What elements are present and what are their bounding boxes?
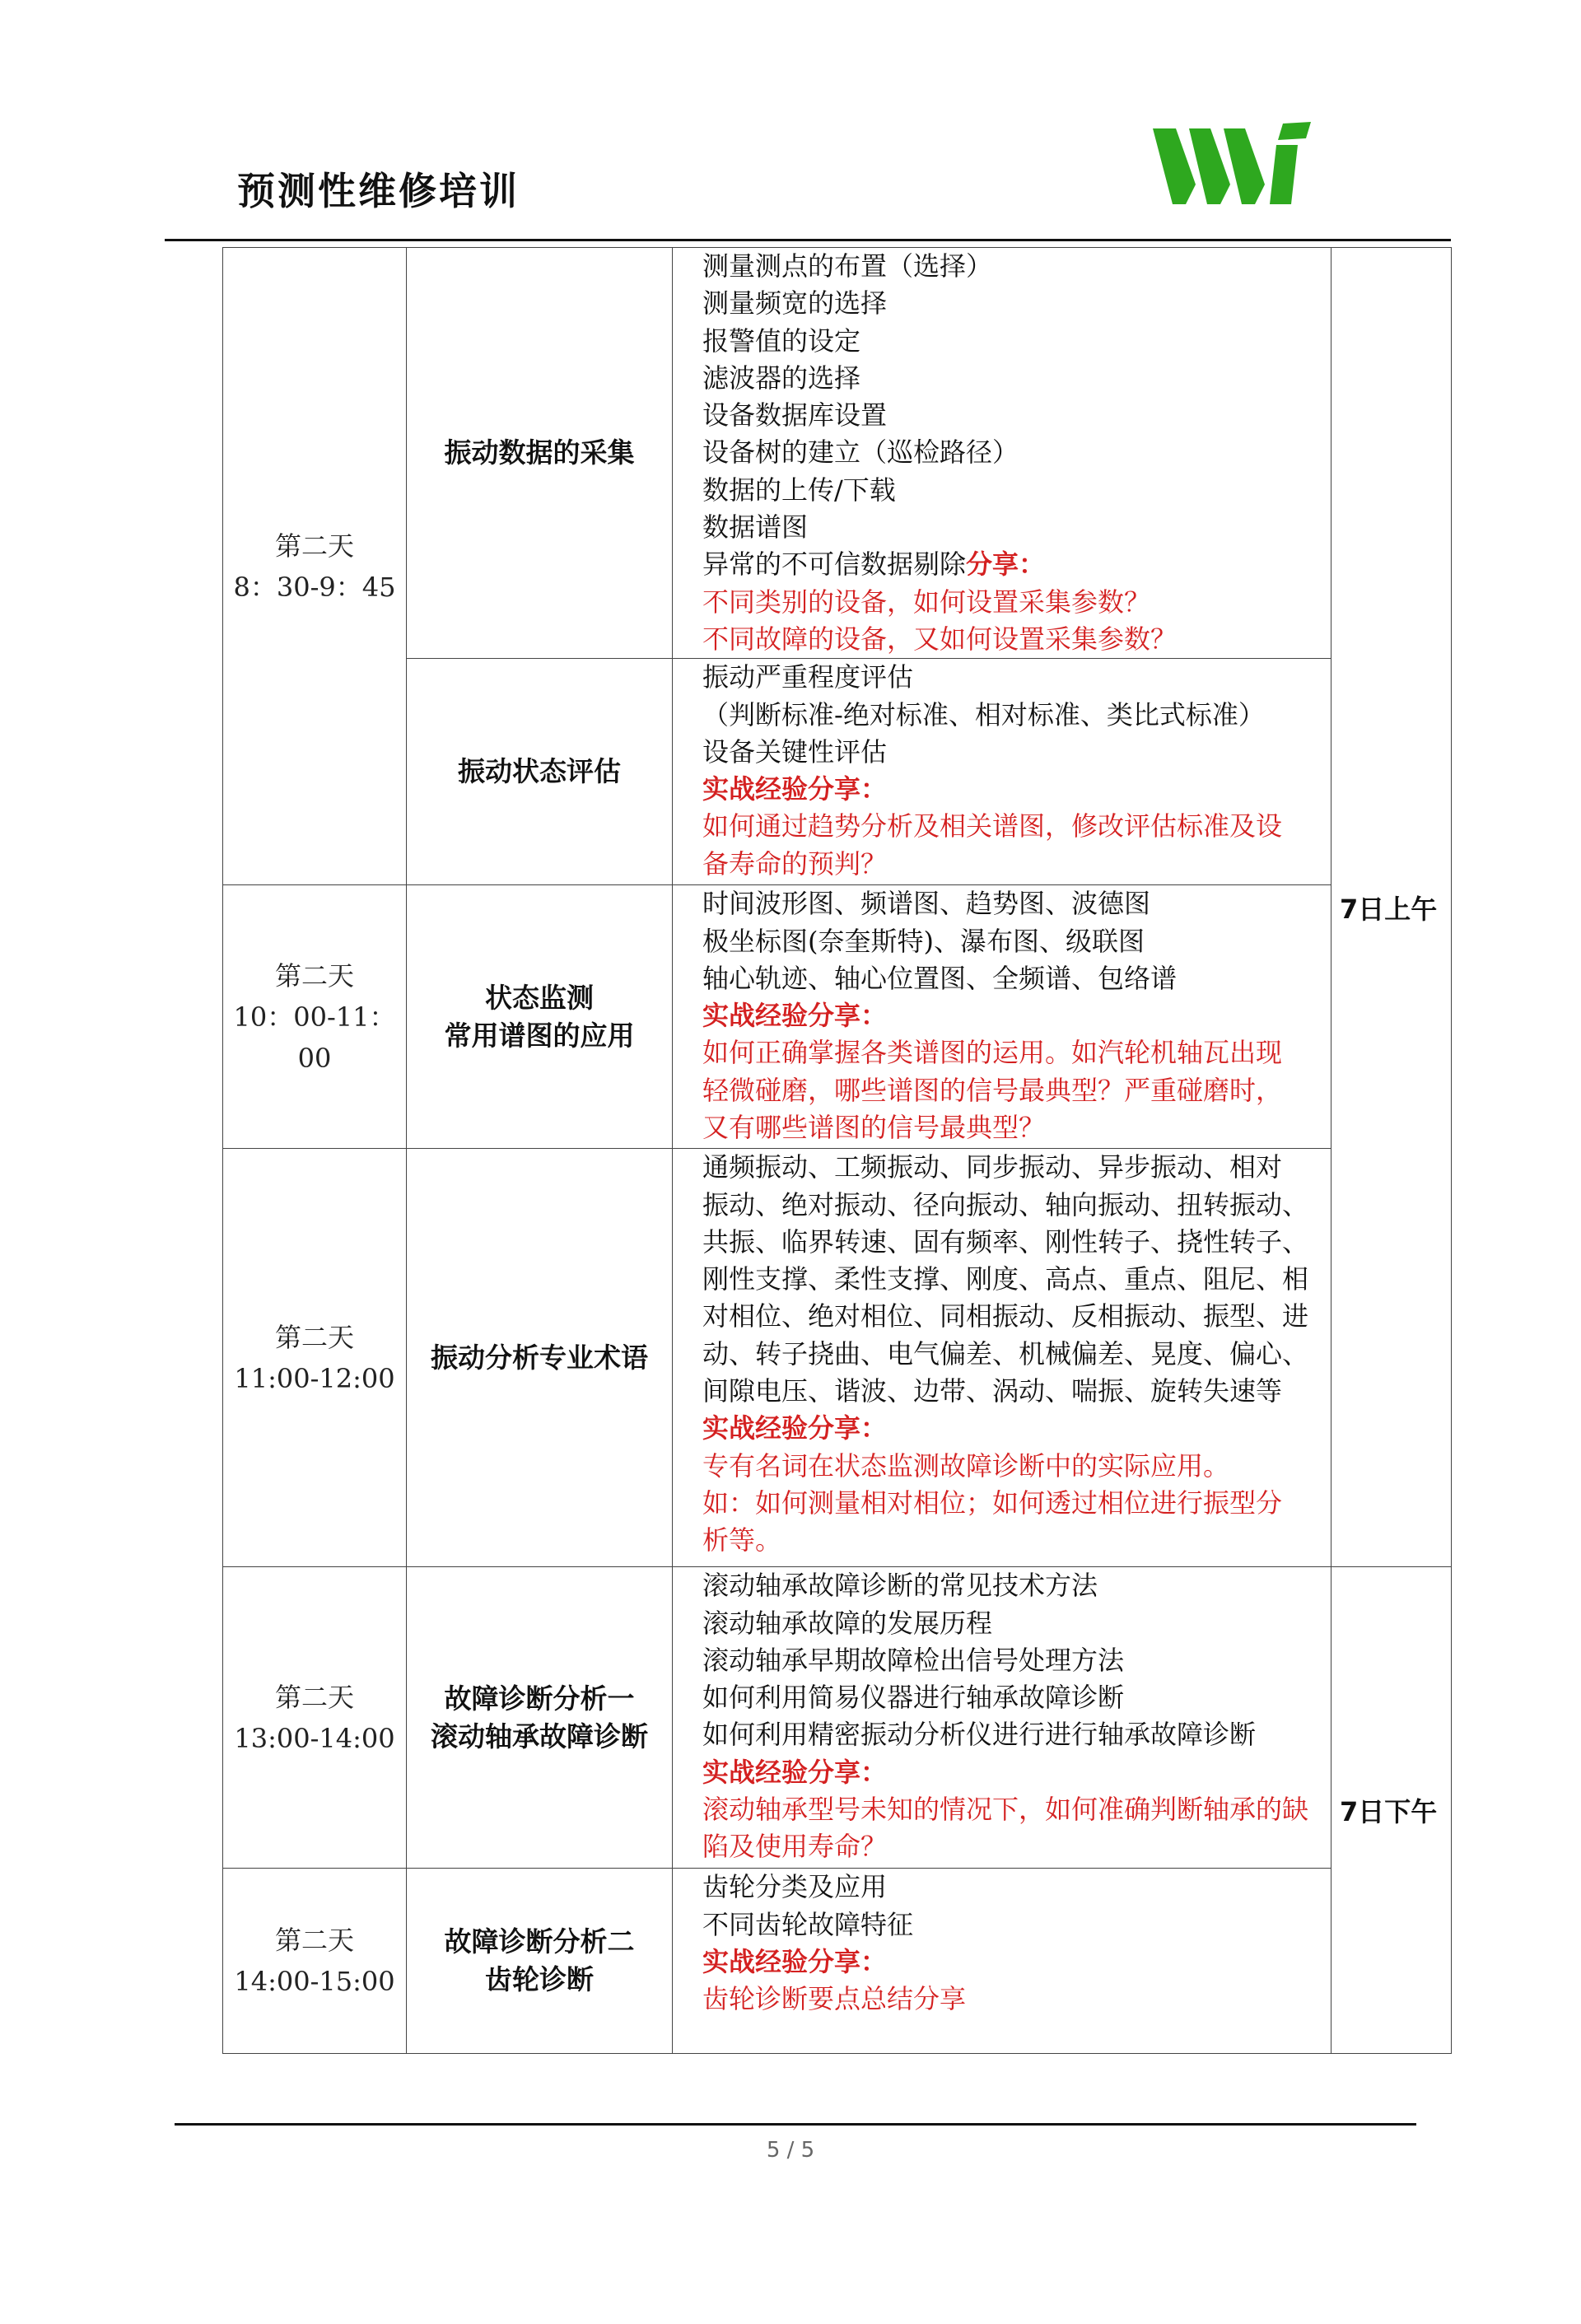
time-cell: 第二天 14:00-15:00 [223,1869,407,2054]
list-item: 设备数据库设置 [702,399,888,432]
training-schedule-table [222,247,1452,2054]
content-cell [673,659,1331,885]
list-item: 共振、临界转速、固有频率、刚性转子、挠性转子、 [702,1225,1309,1258]
list-item: 测量测点的布置（选择） [702,250,993,282]
list-item: 滚动轴承故障的发展历程 [702,1607,993,1639]
list-item: 振动、绝对振动、径向振动、轴向振动、扭转振动、 [702,1188,1309,1220]
list-item: 振动严重程度评估 [702,661,914,693]
list-item: 如何正确掌握各类谱图的运用。如汽轮机轴瓦出现 [702,1037,1283,1069]
list-item: 间隙电压、谐波、边带、涡动、喘振、旋转失速等 [702,1375,1283,1407]
list-item: 滤波器的选择 [702,362,861,394]
topic-cell: 振动数据的采集 [407,248,673,659]
list-item: 极坐标图(奈奎斯特)、瀑布图、级联图 [702,925,1145,957]
list-item: 时间波形图、频谱图、趋势图、波德图 [702,888,1151,920]
document-title: 预测性维修培训 [237,169,520,213]
topic-cell: 故障诊断分析一 滚动轴承故障诊断 [407,1567,673,1869]
list-item: 轴心轨迹、轴心位置图、全频谱、包络谱 [702,962,1178,994]
list-item: 刚性支撑、柔性支撑、刚度、高点、重点、阻尼、相 [702,1263,1309,1295]
content-cell [673,885,1331,1149]
date-cell: 7日上午 [1331,248,1452,1567]
list-item: 备寿命的预判？ [702,847,888,880]
list-item: 实战经验分享： [702,1756,888,1788]
list-item: 实战经验分享： [702,1945,888,1977]
list-item: 如：如何测量相对相位；如何透过相位进行振型分 [702,1486,1283,1519]
header-rule [165,239,1451,241]
list-item: 设备关键性评估 [702,735,888,768]
content-cell [673,1567,1331,1869]
time-cell: 第二天 13:00-14:00 [223,1567,407,1869]
topic-cell: 状态监测 常用谱图的应用 [407,885,673,1149]
date-cell: 7日下午 [1331,1567,1452,2054]
time-cell: 第二天 8：30-9：45 [223,248,407,885]
list-item: 数据的上传/下载 [702,474,896,506]
footer-rule [175,2123,1416,2126]
content-cell [673,248,1331,659]
content-cell [673,1869,1331,2054]
share-label: 分享： [966,548,1046,581]
list-item: 如何利用简易仪器进行轴承故障诊断 [702,1682,1125,1714]
table-row [223,1567,1452,1869]
list-item: 陷及使用寿命？ [702,1831,888,1863]
list-item: 报警值的设定 [702,324,861,357]
list-item: 不同类别的设备，如何设置采集参数？ [702,586,1151,618]
list-item: 又有哪些谱图的信号最典型？ [702,1112,1046,1144]
list-item: 滚动轴承型号未知的情况下，如何准确判断轴承的缺 [702,1794,1309,1826]
topic-cell: 故障诊断分析二 齿轮诊断 [407,1869,673,2054]
wwi-logo-icon [1153,122,1326,208]
list-item: 对相位、绝对相位、同相振动、反相振动、振型、进 [702,1300,1309,1332]
list-item: 滚动轴承故障诊断的常见技术方法 [702,1570,1098,1602]
list-item: 滚动轴承早期故障检出信号处理方法 [702,1644,1125,1676]
table-row [223,1149,1452,1567]
topic-cell: 振动分析专业术语 [407,1149,673,1567]
list-item: 如何通过趋势分析及相关谱图，修改评估标准及设 [702,810,1283,842]
list-item: 通频振动、工频振动、同步振动、异步振动、相对 [702,1151,1283,1183]
list-item: 不同故障的设备，又如何设置采集参数？ [702,623,1178,655]
list-item: 析等。 [702,1524,782,1556]
list-item: 设备树的建立（巡检路径） [702,436,1019,469]
list-item: 实战经验分享： [702,773,888,805]
table-row [223,1869,1452,2054]
list-item: 专有名词在状态监测故障诊断中的实际应用。 [702,1449,1230,1482]
list-item: 数据谱图 [702,511,809,544]
list-item: 不同齿轮故障特征 [702,1908,914,1940]
time-cell: 第二天 11:00-12:00 [223,1149,407,1567]
list-item: 轻微碰磨，哪些谱图的信号最典型？严重碰磨时， [702,1074,1283,1106]
list-item: 如何利用精密振动分析仪进行进行轴承故障诊断 [702,1719,1257,1751]
table-row [223,885,1452,1149]
content-cell [673,1149,1331,1567]
list-item: 测量频宽的选择 [702,287,888,320]
table-row [223,659,1452,885]
list-item: 异常的不可信数据剔除分享： [702,548,1046,581]
time-cell: 第二天 10：00-11：00 [223,885,407,1149]
topic-cell: 振动状态评估 [407,659,673,885]
list-item: 齿轮诊断要点总结分享 [702,1983,967,2015]
list-item: 实战经验分享： [702,1412,888,1444]
list-item: 齿轮分类及应用 [702,1871,888,1903]
table-row [223,248,1452,659]
page-number: 5 / 5 [766,2138,815,2163]
list-item: （判断标准-绝对标准、相对标准、类比式标准） [702,698,1265,730]
list-item: 实战经验分享： [702,1000,888,1032]
list-item: 动、转子挠曲、电气偏差、机械偏差、晃度、偏心、 [702,1337,1309,1370]
